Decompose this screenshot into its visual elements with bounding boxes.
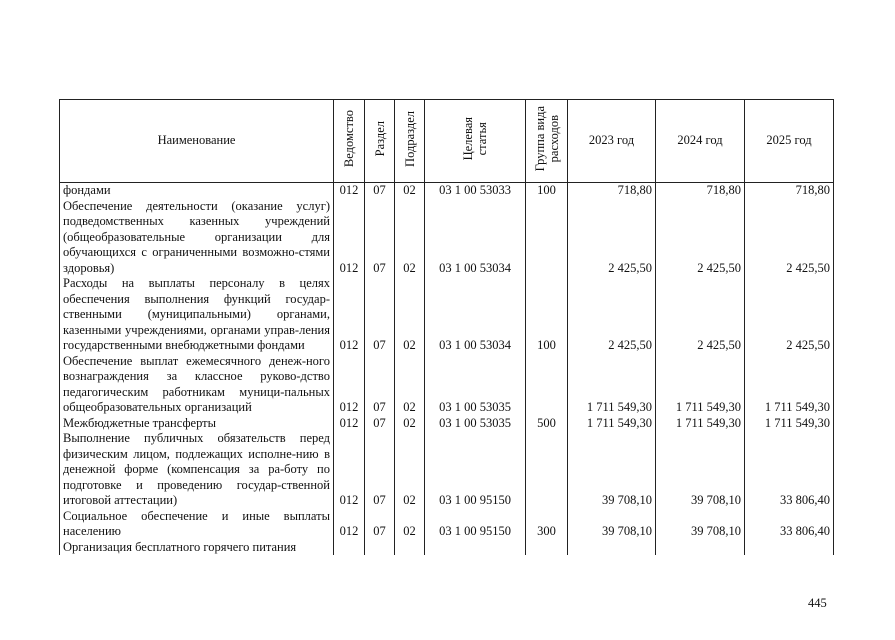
row-section [365, 540, 395, 556]
row-2024: 2 425,50 [656, 276, 745, 354]
row-2024: 39 708,10 [656, 431, 745, 509]
header-target: Целевая статья [425, 100, 526, 183]
row-dept: 012 [334, 431, 365, 509]
page-number: 445 [808, 596, 827, 610]
table-header [60, 100, 834, 183]
row-2024 [656, 540, 745, 556]
row-target: 03 1 00 53034 [425, 199, 526, 277]
row-subsection: 02 [395, 431, 425, 509]
table-row [60, 431, 834, 509]
row-section: 07 [365, 183, 395, 199]
row-target: 03 1 00 53034 [425, 276, 526, 354]
row-2025: 33 806,40 [745, 509, 834, 540]
row-dept: 012 [334, 509, 365, 540]
table-row [60, 183, 834, 199]
row-subsection: 02 [395, 416, 425, 432]
header-2025: 2025 год [745, 100, 834, 183]
row-name: Обеспечение деятельности (оказание услуг) подведомственных казенных учреждений (общеобразовательные организации для обучающихся с ограниченными возможно-стями здоровья) [60, 199, 334, 277]
row-2023: 39 708,10 [568, 431, 656, 509]
row-dept: 012 [334, 354, 365, 416]
row-2024: 39 708,10 [656, 509, 745, 540]
row-2025: 33 806,40 [745, 431, 834, 509]
row-target: 03 1 00 53035 [425, 354, 526, 416]
row-target: 03 1 00 95150 [425, 509, 526, 540]
row-exp-group: 100 [526, 276, 568, 354]
row-name: Организация бесплатного горячего питания [60, 540, 334, 556]
row-2024: 2 425,50 [656, 199, 745, 277]
row-dept: 012 [334, 183, 365, 199]
row-exp-group: 300 [526, 509, 568, 540]
row-section: 07 [365, 431, 395, 509]
row-name: Выполнение публичных обязательств перед физическим лицом, подлежащих исполне-нию в денежной форме (компенсация за ра-боту по подготовке и проведению государ-ственной итоговой аттестации) [60, 431, 334, 509]
table-row [60, 416, 834, 432]
row-2023: 1 711 549,30 [568, 416, 656, 432]
row-subsection: 02 [395, 509, 425, 540]
row-exp-group [526, 354, 568, 416]
row-2025: 2 425,50 [745, 199, 834, 277]
row-exp-group: 500 [526, 416, 568, 432]
row-dept [334, 540, 365, 556]
row-target: 03 1 00 53033 [425, 183, 526, 199]
row-section: 07 [365, 354, 395, 416]
row-exp-group: 100 [526, 183, 568, 199]
row-subsection [395, 540, 425, 556]
row-section: 07 [365, 416, 395, 432]
row-section: 07 [365, 509, 395, 540]
row-2023: 718,80 [568, 183, 656, 199]
row-exp-group [526, 431, 568, 509]
table-row [60, 199, 834, 277]
row-section: 07 [365, 199, 395, 277]
row-subsection: 02 [395, 199, 425, 277]
table-body [60, 183, 834, 556]
header-name: Наименование [60, 100, 334, 183]
row-dept: 012 [334, 199, 365, 277]
row-2025 [745, 540, 834, 556]
row-section: 07 [365, 276, 395, 354]
header-section: Раздел [365, 100, 395, 183]
table-row [60, 509, 834, 540]
row-2025: 2 425,50 [745, 276, 834, 354]
budget-table [59, 99, 834, 555]
row-exp-group [526, 540, 568, 556]
row-2024: 718,80 [656, 183, 745, 199]
row-2023: 39 708,10 [568, 509, 656, 540]
header-exp-group: Группа вида расходов [526, 100, 568, 183]
row-target: 03 1 00 95150 [425, 431, 526, 509]
row-target [425, 540, 526, 556]
row-dept: 012 [334, 416, 365, 432]
header-2024: 2024 год [656, 100, 745, 183]
row-2025: 1 711 549,30 [745, 354, 834, 416]
row-name: Межбюджетные трансферты [60, 416, 334, 432]
row-name: фондами [60, 183, 334, 199]
row-2023: 2 425,50 [568, 276, 656, 354]
row-exp-group [526, 199, 568, 277]
header-2023: 2023 год [568, 100, 656, 183]
row-subsection: 02 [395, 354, 425, 416]
row-name: Социальное обеспечение и иные выплаты населению [60, 509, 334, 540]
row-2024: 1 711 549,30 [656, 416, 745, 432]
row-subsection: 02 [395, 183, 425, 199]
header-subsection: Подраздел [395, 100, 425, 183]
row-2025: 718,80 [745, 183, 834, 199]
row-dept: 012 [334, 276, 365, 354]
row-2023: 1 711 549,30 [568, 354, 656, 416]
row-2024: 1 711 549,30 [656, 354, 745, 416]
header-dept: Ведомство [334, 100, 365, 183]
row-target: 03 1 00 53035 [425, 416, 526, 432]
row-subsection: 02 [395, 276, 425, 354]
row-name: Расходы на выплаты персоналу в целях обеспечения выполнения функций государ-ственными (муниципальными) органами, казенными учреждениями, органами управ-ления государственными внебюджетными фондами [60, 276, 334, 354]
table-row [60, 540, 834, 556]
row-2023: 2 425,50 [568, 199, 656, 277]
table-row [60, 276, 834, 354]
table-row [60, 354, 834, 416]
row-name: Обеспечение выплат ежемесячного денеж-ного вознаграждения за классное руково-дство педагогическим работникам муници-пальных общеобразовательных организаций [60, 354, 334, 416]
row-2023 [568, 540, 656, 556]
row-2025: 1 711 549,30 [745, 416, 834, 432]
